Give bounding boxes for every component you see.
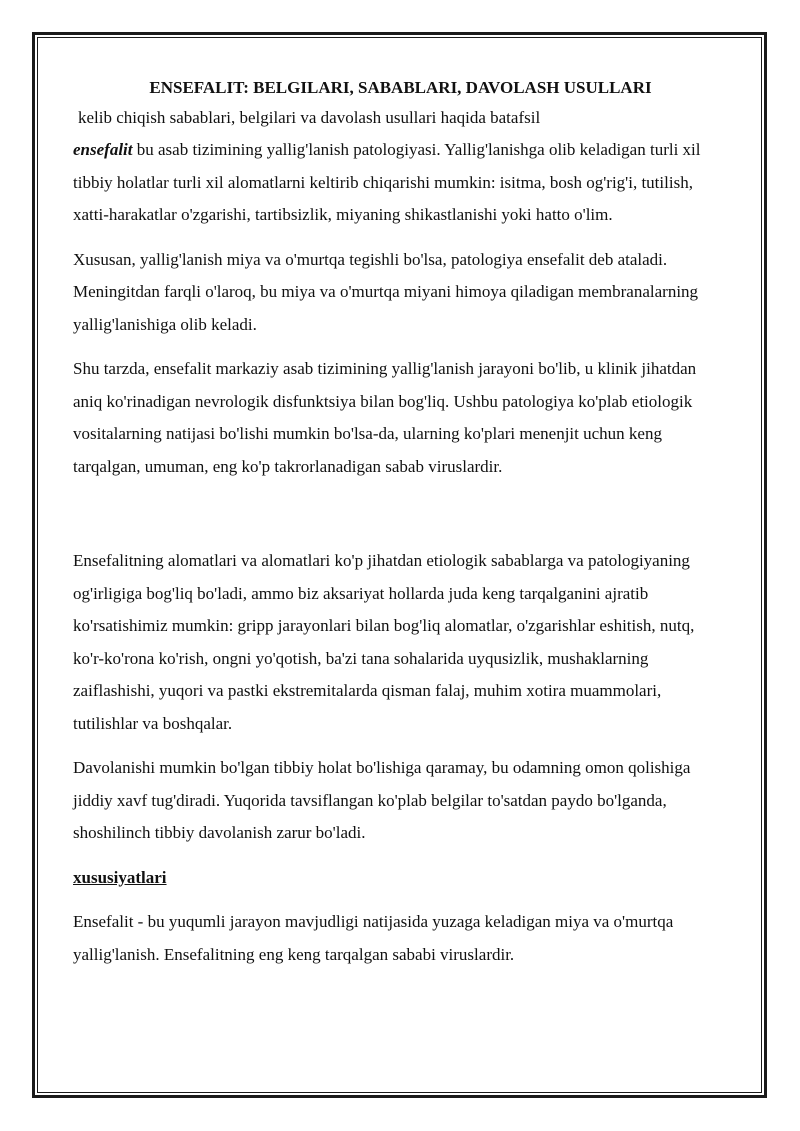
paragraph-treatment: Davolanishi mumkin bo'lgan tibbiy holat bo'lishiga qaramay, bu odamning omon qolishiga jiddiy xavf tug'diradi. Yuqorida tavsiflangan ko'plab belgilar to'satdan paydo bo'lganda, shoshilinch tibbiy davolanish zarur bo'ladi. [73, 758, 691, 842]
document-title: ENSEFALIT: BELGILARI, SABABLARI, DAVOLASH USULLARI [149, 78, 652, 97]
blank-spacer [73, 495, 728, 545]
paragraph-intro [73, 134, 728, 232]
document-subtitle: kelib chiqish sabablari, belgilari va davolash usullari haqida batafsil [78, 108, 541, 127]
paragraph-symptoms: Ensefalitning alomatlari va alomatlari ko'p jihatdan etiologik sabablarga va patologiyaning og'irligiga bog'liq bo'ladi, ammo biz aksariyat hollarda juda keng tarqalganini ajratib ko'rsatishimiz mumkin: gripp jarayonlari bilan bog'liq alomatlar, o'zgarishlar eshitish, nutq, ko'r-ko'rona ko'rish, ongni yo'qotish, ba'zi tana sohalarida uyqusizlik, mushaklarning zaiflashishi, yuqori va pastki ekstremitalarda qisman falaj, muhim xotira muammolari, tutilishlar va boshqalar. [73, 551, 695, 733]
paragraph-cns-inflammation: Shu tarzda, ensefalit markaziy asab tizimining yallig'lanish jarayoni bo'lib, u klinik jihatdan aniq ko'rinadigan nevrologik disfunktsiya bilan bog'liq. Ushbu patologiya ko'plab etiologik vositalarning natijasi bo'lishi mumkin bo'lsa-da, ularning ko'plari menenjit uchun keng tarqalgan, umuman, eng ko'p takrorlanadigan sabab viruslardir. [73, 359, 697, 476]
paragraph-definition: Xususan, yallig'lanish miya va o'murtqa tegishli bo'lsa, patologiya ensefalit deb ataladi. Meningitdan farqli o'laroq, bu miya va o'murtqa miyani himoya qiladigan membranalarning yallig'lanishiga olib keladi. [73, 249, 699, 334]
document-body [73, 74, 728, 983]
paragraph-features: Ensefalit - bu yuqumli jarayon mavjudligi natijasida yuzaga keladigan miya va o'murtqa yallig'lanish. Ensefalitning eng keng tarqalgan sababi viruslardir. [73, 912, 674, 964]
lead-term: ensefalit [73, 140, 133, 159]
section-heading: xususiyatlari [73, 867, 167, 887]
paragraph-intro-text: bu asab tizimining yallig'lanish patologiyasi. Yallig'lanishga olib keladigan turli xil tibbiy holatlar turli xil alomatlarni keltirib chiqarishi mumkin: isitma, bosh og'rig'i, tutilish, xatti-harakatlar o'zgarishi, tartibsizlik, miyaning shikastlanishi yoki hatto o'lim. [73, 140, 701, 224]
